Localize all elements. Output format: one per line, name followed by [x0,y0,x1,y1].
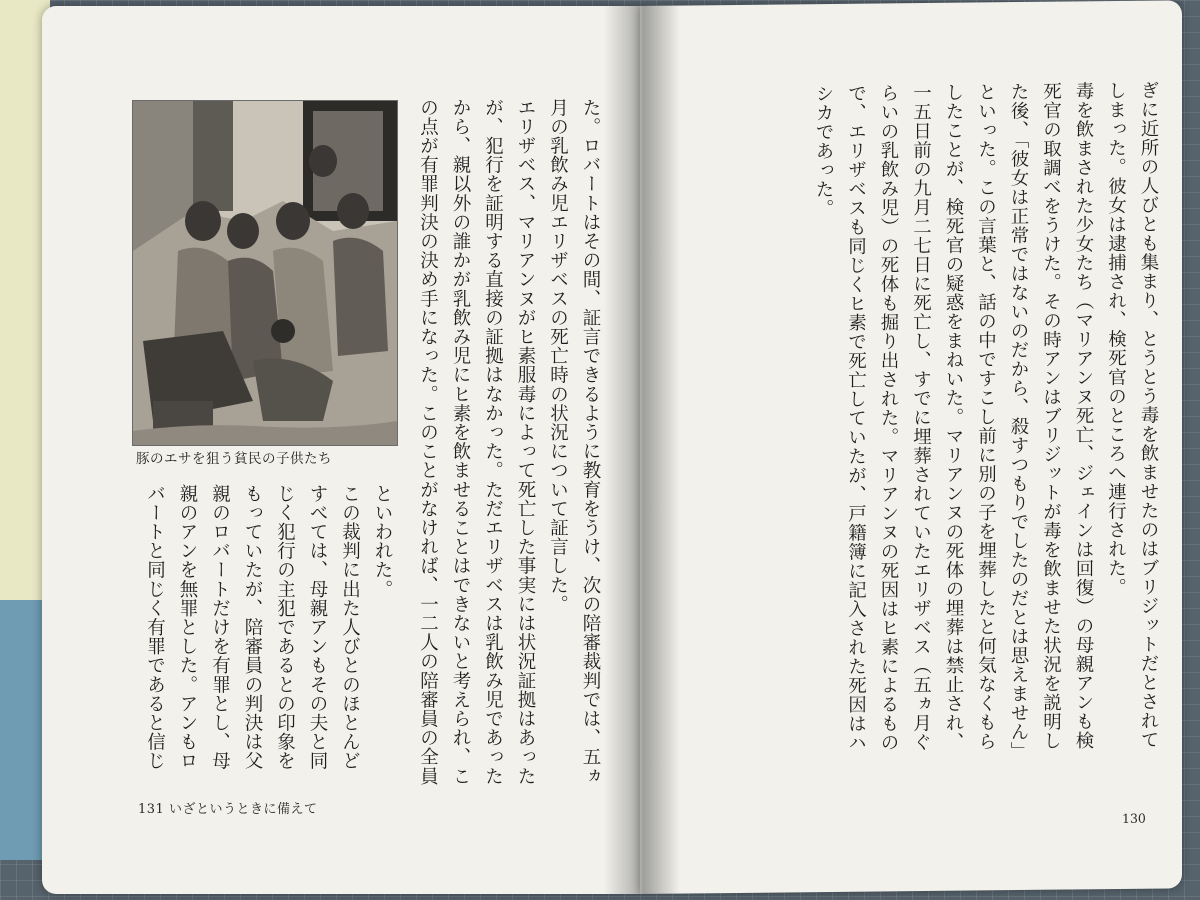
right-page-text: ぎに近所の人びとも集まり、とうとう毒を飲ませたのはブリジットだとされてしまった。彼女は逮捕され、検死官のところへ連行された。 毒を飲まされた少女たち（マリアンヌ死亡、ジェインは回復）の母親アンも検死官の取調べをうけた。その時アンはブリジットが毒を飲ませた状況を説明した後、「彼女は正常ではないのだから、殺すつもりでしたのだとは思えません」といった。この言葉と、話の中ですこし前に別の子を埋葬したと何気なくもらしたことが、検死官の疑惑をまねいた。マリアンヌの死体の埋葬は禁止され、一五日前の九月二七日に死亡し、すでに埋葬されていたエリザベス（五ヵ月ぐらいの乳飲み児）の死体も掘り出された。マリアンヌの死因はヒ素によるもので、エリザベスも同じくヒ素で死亡していたが、戸籍簿に記入された死因はハシカであった。 [813,80,1159,761]
illustration [132,100,398,446]
right-page [640,0,1182,894]
left-page-text-top: た。ロバートはその間、証言できるように教育をうけ、次の陪審裁判では、五ヵ月の乳飲み児エリザベスの死亡時の状況について証言した。 エリザベス、マリアンヌがヒ素服毒によって死亡した事実には状況証拠はあったが、犯行を証明する直接の証拠はなかった。ただエリザベスは乳飲み児であったから、親以外の誰かが乳飲み児にヒ素を飲ませることはできないと考えられ、この点が有罪判決の決め手になった。このことがなければ、一二人の陪審員の全員 [417,98,601,786]
left-page [42,6,642,894]
running-head: いざというときに備えて [168,802,318,817]
page-footer [138,798,317,817]
page-number: 130 [1122,810,1146,826]
left-page-text-bottom: といわれた。 この裁判に出た人びとのほとんどすべては、母親アンもその夫と同じく犯行の主犯であるとの印象をもっていたが、陪審員の判決は父親のロバートだけを有罪とし、母親のアンを無罪とした。アンもロバートと同じく有罪であると信じ [144,484,393,771]
illustration-caption: 豚のエサを狙う貧民の子供たち [136,451,332,467]
page-number: 131 [138,802,165,817]
